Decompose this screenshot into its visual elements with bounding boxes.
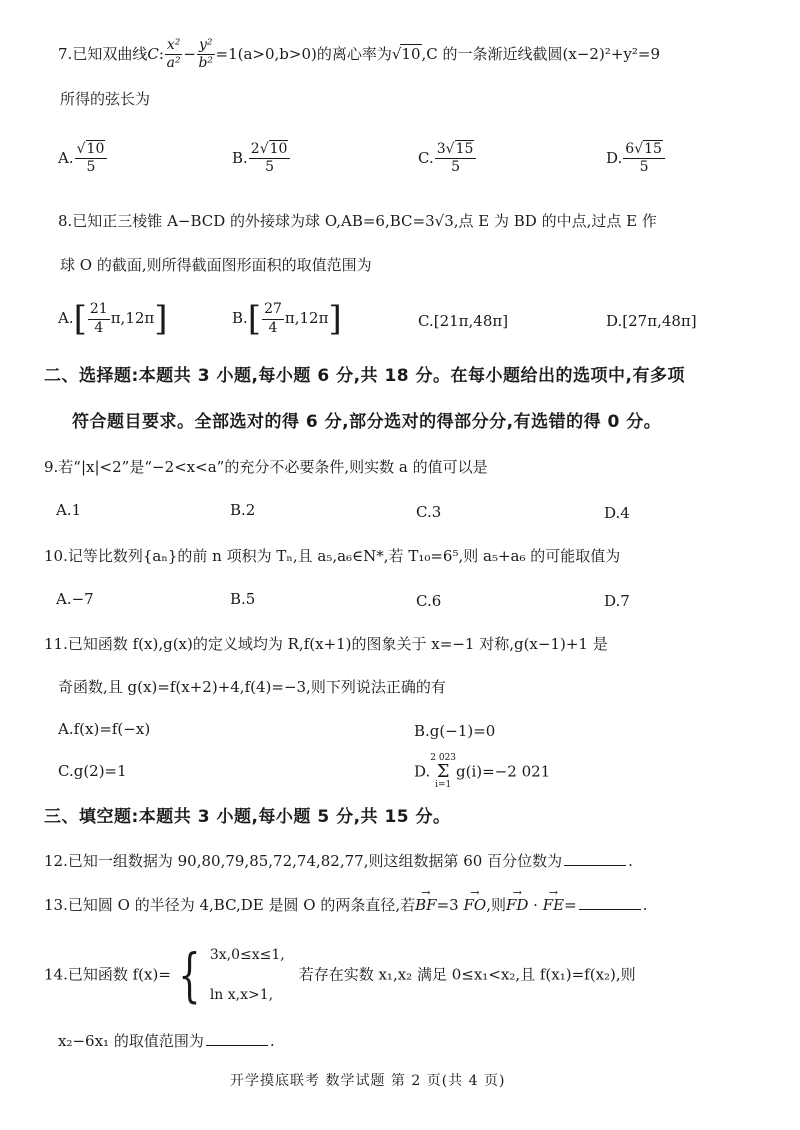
option-label: C. [418,148,434,167]
q7-sqrt10: 10 [401,44,421,63]
q10-option-b[interactable]: B.5 [230,590,256,608]
option-label: D. [606,148,623,167]
q7-curve: C [147,44,159,63]
q7-option-d[interactable]: D. $\frac{6√15}{5}$ [606,142,666,176]
q7-eq-rest: =1(a>0,b>0)的离心率为 [215,44,392,63]
q13-answer-blank[interactable] [579,897,641,910]
q8-option-a[interactable]: A.[ $\frac{21}{4}$ π,12π] [58,299,168,339]
q10-stem: 10.记等比数列{aₙ}的前 n 项积为 Tₙ,且 a₅,a₆∈N*,若 T₁₀=6⁵,则 a₅+a₆ 的可能取值为 [44,547,621,565]
vector-fe: → FE [543,898,564,913]
q14-stem: 14.已知函数 f(x)= { 3x,0≤x≤1, ln x,x>1, 若存在实数 x₁,x₂ 满足 0≤x₁<x₂,且 f(x₁)=f(x₂),则 [44,941,636,1009]
q8-option-d[interactable]: D.[27π,48π] [606,312,697,330]
q10-option-d[interactable]: D.7 [604,592,630,610]
q11-option-a[interactable]: A.f(x)=f(−x) [58,720,151,738]
q14-answer-blank[interactable] [206,1033,268,1046]
q10-option-a[interactable]: A.−7 [56,590,94,608]
vector-bf: → BF [415,898,436,913]
q11-option-b[interactable]: B.g(−1)=0 [414,722,496,740]
q11-option-c[interactable]: C.g(2)=1 [58,762,127,780]
q9-option-c[interactable]: C.3 [416,503,442,521]
x2-over-a2: $\frac{\text{x²}}{\text{a²}}$ [166,37,181,72]
q8-line2: 球 O 的截面,则所得截面图形面积的取值范围为 [60,256,372,274]
q7-stem-text: 已知双曲线 [72,44,148,63]
q13-stem: 13.已知圆 O 的半径为 4,BC,DE 是圆 O 的两条直径,若→ BF=3 → FO,则→ FD · → FE= . [44,897,647,913]
q8-option-c[interactable]: C.[21π,48π] [418,312,509,330]
q8-line1: 8.已知正三棱锥 A−BCD 的外接球为球 O,AB=6,BC=3√3,点 E 为 BD 的中点,过点 E 作 [58,212,657,230]
vector-fo: → FO [463,898,486,913]
page-footer: 开学摸底联考 数学试题 第 2 页(共 4 页) [230,1073,506,1089]
piecewise-function: { 3x,0≤x≤1, ln x,x>1, [178,941,285,1009]
q14-line2: x₂−6x₁ 的取值范围为 . [58,1032,275,1050]
q12-answer-blank[interactable] [564,853,626,866]
q7-stem-b: ,C 的一条渐近线截圆(x−2)²+y²=9 [421,44,660,63]
option-label: A. [58,148,74,167]
q9-option-b[interactable]: B.2 [230,501,256,519]
q9-option-d[interactable]: D.4 [604,504,630,522]
q9-option-a[interactable]: A.1 [56,501,82,519]
q7-option-a[interactable]: A. $\frac{√10}{5}$ [58,142,108,176]
q7-option-c[interactable]: C. $\frac{3√15}{5}$ [418,142,477,176]
q11-option-d[interactable]: D. 2 023 Σ i=1 g(i)=−2 021 [414,753,551,790]
q10-option-c[interactable]: C.6 [416,592,442,610]
y2-over-b2: $\frac{\text{y²}}{\text{b²}}$ [198,37,214,72]
q7-number: 7. [58,44,73,63]
q7-stem: 7.已知双曲线C: $\frac{\text{x²}}{\text{a²}}$ − $\frac{\text{y²}}{\text{b²}}$ =1(a>0,b>0)的离心率为√10,C 的一条渐近线截圆(x−2)²+y²=9 [58,37,660,72]
vector-fd: → FD [506,898,528,913]
q8-option-b[interactable]: B.[ $\frac{27}{4}$ π,12π] [232,299,342,339]
option-label: B. [232,148,248,167]
section2-instructions: 符合题目要求。全部选对的得 6 分,部分选对的得部分分,有选错的得 0 分。 [72,412,662,432]
q12-stem: 12.已知一组数据为 90,80,79,85,72,74,82,77,则这组数据第 60 百分位数为 . [44,852,633,870]
q7-line2: 所得的弦长为 [60,90,151,108]
q11-line1: 11.已知函数 f(x),g(x)的定义域均为 R,f(x+1)的图象关于 x=−1 对称,g(x−1)+1 是 [44,635,608,653]
q9-stem: 9.若“|x|<2”是“−2<x<a”的充分不必要条件,则实数 a 的值可以是 [44,458,488,476]
section2-heading: 二、选择题:本题共 3 小题,每小题 6 分,共 18 分。在每小题给出的选项中,有多项 [44,366,685,386]
q7-option-b[interactable]: B. $\frac{2√10}{5}$ [232,142,291,176]
q11-line2: 奇函数,且 g(x)=f(x+2)+4,f(4)=−3,则下列说法正确的有 [58,678,446,696]
summation-symbol: 2 023 Σ i=1 [430,753,457,790]
section3-heading: 三、填空题:本题共 3 小题,每小题 5 分,共 15 分。 [44,807,451,827]
